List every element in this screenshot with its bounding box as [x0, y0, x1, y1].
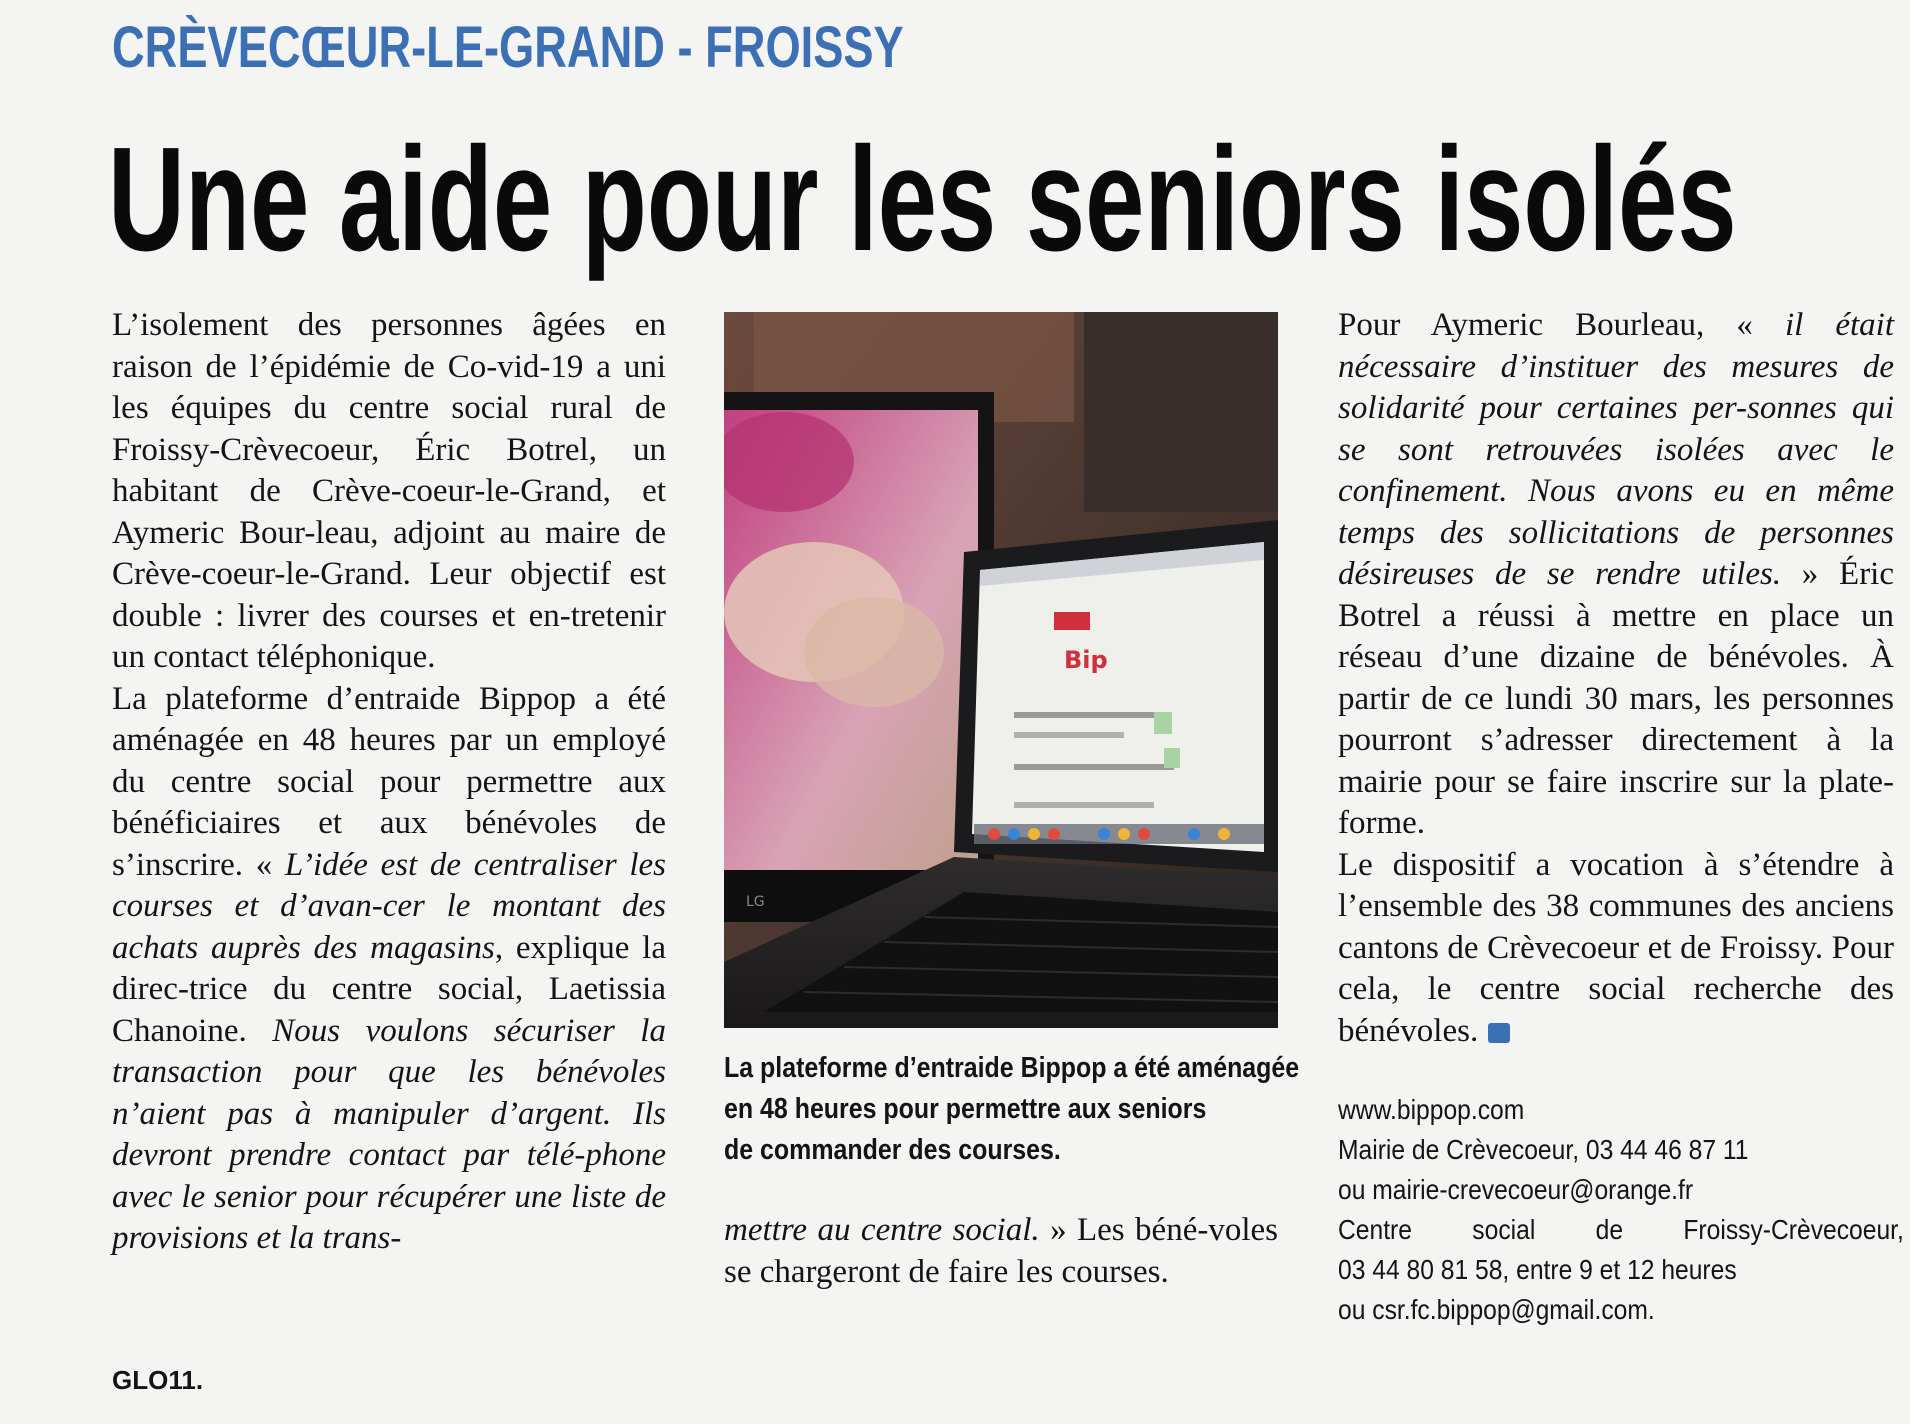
centre-social-phone: 03 44 80 81 58, entre 9 et 12 heures: [1338, 1254, 1737, 1285]
article-column-middle: [724, 1210, 1278, 1293]
contact-info: [1338, 1090, 1904, 1330]
paragraph-extension: Le dispositif a vocation à s’étendre à l’ensemble des 38 communes des anciens cantons de Crèvecoeur et de Froissy. Pour cela, le centre social recherche des bénévoles.: [1338, 846, 1894, 1049]
bippop-logo: Bip: [1064, 646, 1108, 674]
article-column-right: [1338, 305, 1894, 1052]
section-kicker: CRÈVECŒUR-LE-GRAND - FROISSY: [112, 15, 904, 80]
article-headline: Une aide pour les seniors isolés: [108, 117, 1737, 282]
website-link[interactable]: www.bippop.com: [1338, 1094, 1525, 1125]
monitor-brand-label: LG: [746, 894, 765, 910]
mairie-email-link[interactable]: ou mairie-crevecoeur@orange.fr: [1338, 1174, 1694, 1205]
paragraph-continuation: mettre au centre social. » Les béné-voles se chargeront de faire les courses.: [724, 1212, 1279, 1290]
paragraph-platform: La plateforme d’entraide Bippop a été aménagée en 48 heures par un employé du centre social pour permettre aux bénéficiaires et aux bénévoles de s’inscrire. « L’idée est de centraliser les courses et d’avan-cer le montant des achats auprès des magasins, explique la direc-trice du centre social, Laetissia Chanoine. Nous voulons sécuriser la transaction pour que les bénévoles n’aient pas à manipuler d’argent. Ils devront prendre contact par télé-phone avec le senior pour récupérer une liste de provisions et la trans-: [112, 680, 666, 1256]
adjacent-page-bleed-left: [0, 60, 100, 1360]
centre-social-email-link[interactable]: ou csr.fc.bippop@gmail.com.: [1338, 1294, 1655, 1325]
laptop-photo-illustration: [724, 312, 1278, 1028]
centre-social-name: Centre social de Froissy-Crèvecoeur,: [1338, 1214, 1904, 1245]
end-of-article-square-icon: [1488, 1023, 1510, 1043]
article-photo: [724, 312, 1278, 1028]
page-code: GLO11.: [112, 1365, 204, 1395]
mairie-phone: Mairie de Crèvecoeur, 03 44 46 87 11: [1338, 1134, 1749, 1165]
article-column-left: [112, 305, 666, 1260]
paragraph-intro: L’isolement des personnes âgées en raison de l’épidémie de Co-vid-19 a uni les équipes du centre social rural de Froissy-Crèvecoeur, Éric Botrel, un habitant de Crève-coeur-le-Grand, et Aymeric Bour-leau, adjoint au maire de Crève-coeur-le-Grand. Leur objectif est double : livrer des courses et en-tretenir un contact téléphonique.: [112, 307, 666, 675]
photo-caption: La plateforme d’entraide Bippop a été aménagée en 48 heures pour permettre aux seniors de commander des courses.: [724, 1052, 1300, 1166]
paragraph-quote: Pour Aymeric Bourleau, « il était nécessaire d’instituer des mesures de solidarité pour certaines per-sonnes qui se sont retrouvées isolées avec le confinement. Nous avons eu en même temps des sollicitations de personnes désireuses de se rendre utiles. » Éric Botrel a réussi à mettre en place un réseau d’une dizaine de bénévoles. À partir de ce lundi 30 mars, les personnes pourront s’adresser directement à la mairie pour se faire inscrire sur la plate-forme.: [1338, 307, 1894, 841]
